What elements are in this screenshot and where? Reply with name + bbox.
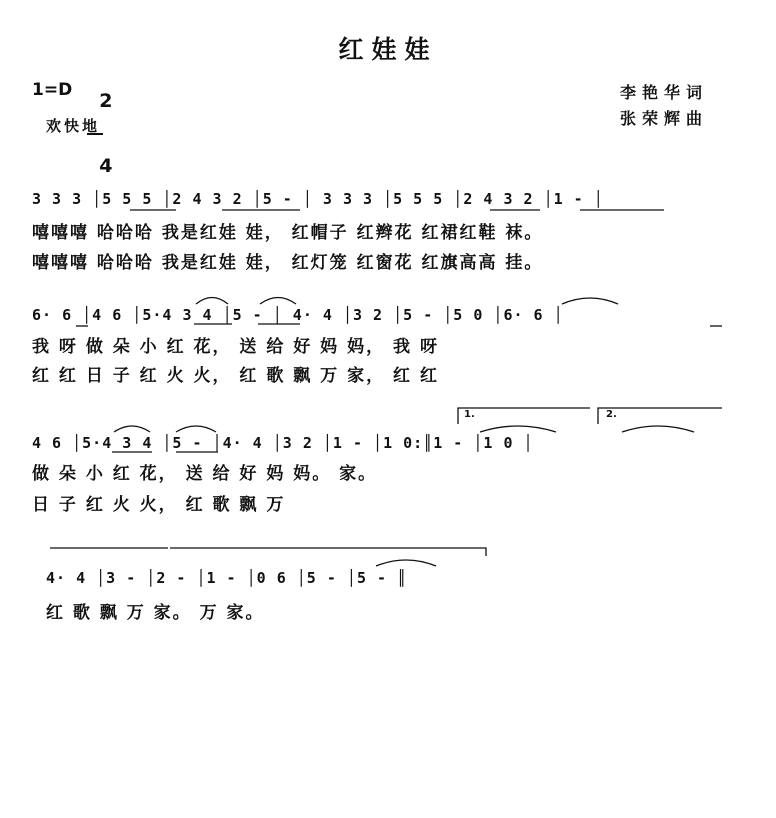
slur-mark: [196, 298, 228, 305]
first-ending-bracket: [458, 408, 590, 424]
tempo-marking: 欢快地: [46, 117, 101, 135]
slur-mark: [622, 426, 694, 432]
system-1-lyric-verse-2: 嘻嘻嘻 哈哈哈 我是红娃 娃， 红灯笼 红窗花 红旗高高 挂。: [32, 253, 544, 273]
system-1-notes: 3 3 3 │5 5 5 │2 4 3 2 │5 - │ 3 3 3 │5 5 5 │2 4 3 2 │1 - │: [32, 190, 604, 208]
system-3-lyric-verse-2: 日 子 红 火 火， 红 歌 飘 万: [32, 495, 286, 515]
system-3-lyric-verse-1: 做 朵 小 红 花， 送 给 好 妈 妈。 家。: [32, 464, 378, 484]
first-ending-label: 1.: [464, 409, 475, 420]
system-3-notes: 4 6 │5·4 3 4 │5 - │4· 4 │3 2 │1 - │1 0:║1 - │1 0 │: [32, 434, 534, 452]
time-denominator: 4: [99, 155, 113, 177]
system-2-lyric-verse-2: 红 红 日 子 红 火 火， 红 歌 飘 万 家， 红 红: [32, 366, 439, 386]
slur-mark: [114, 426, 150, 432]
slur-mark: [562, 298, 618, 304]
slur-mark: [376, 560, 436, 566]
slur-mark: [260, 298, 296, 305]
song-title: 红娃娃: [338, 35, 438, 64]
lyricist-credit: 李艳华词: [620, 83, 709, 102]
slur-mark: [480, 426, 556, 432]
system-4-notes: 4· 4 │3 - │2 - │1 - │0 6 │5 - │5 - ║: [46, 569, 408, 587]
system-4-lyric-verse-1: 红 歌 飘 万 家。 万 家。: [46, 603, 265, 623]
system-2-lyric-verse-1: 我 呀 做 朵 小 红 花， 送 给 好 妈 妈， 我 呀: [32, 337, 439, 357]
key-signature: 1=D: [32, 80, 73, 100]
second-ending-bracket: [598, 408, 722, 424]
system-4-bracket: [170, 548, 486, 556]
time-numerator: 2: [99, 90, 113, 112]
system-2-notes: 6· 6 │4 6 │5·4 3 4 │5 - │ 4· 4 │3 2 │5 - │5 0 │6· 6 │: [32, 306, 564, 324]
system-1-lyric-verse-1: 嘻嘻嘻 哈哈哈 我是红娃 娃， 红帽子 红辫花 红裙红鞋 袜。: [32, 223, 544, 243]
second-ending-label: 2.: [606, 409, 617, 420]
slur-mark: [176, 426, 216, 432]
composer-credit: 张荣辉曲: [620, 109, 709, 128]
